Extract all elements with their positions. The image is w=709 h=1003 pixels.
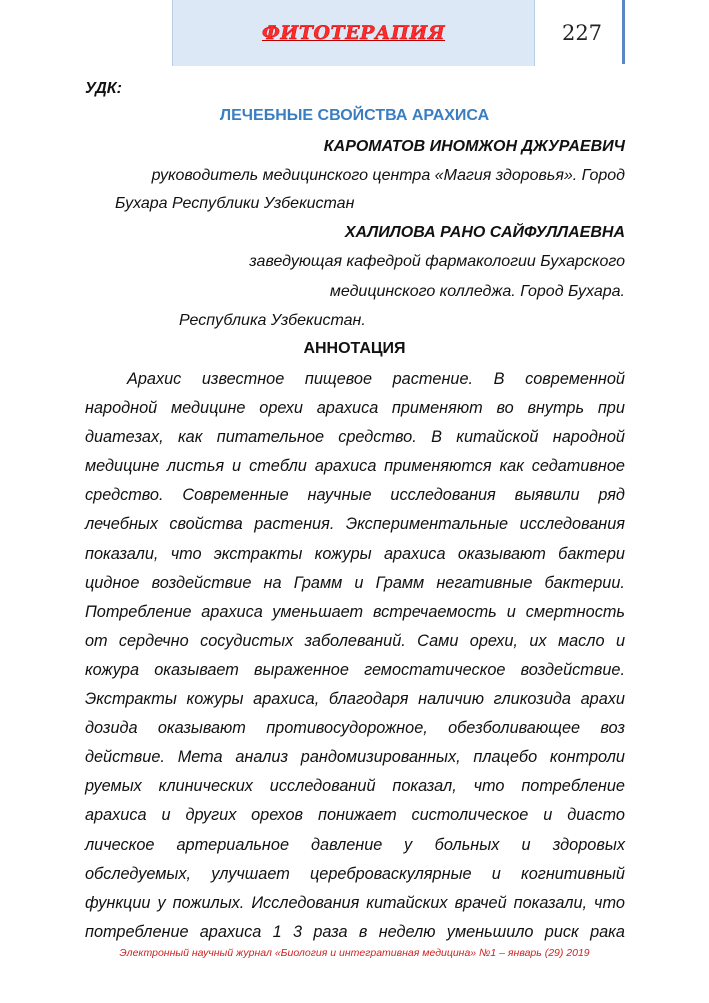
- abstract-line: потребление арахиса 1 3 раза в неделю уменьшило риск рака: [85, 922, 625, 941]
- abstract-heading: АННОТАЦИЯ: [303, 340, 406, 357]
- abstract-body: [85, 365, 625, 947]
- abstract-line: функции у пожилых. Исследования китайских врачей показали, что: [85, 893, 625, 912]
- abstract-line: цидное воздействие на Грамм и Грамм негативные бактерии.: [85, 573, 625, 592]
- abstract-line: действие. Мета анализ рандомизированных, плацебо контроли: [85, 748, 625, 767]
- abstract-line: медицине листья и стебли арахиса применяются как седативное: [85, 457, 625, 476]
- author-name-1: КАРОМАТОВ ИНОМЖОН ДЖУРАЕВИЧ: [323, 138, 625, 155]
- section-title: ФИТОТЕРАПИЯ: [261, 22, 446, 44]
- journal-footer: Электронный научный журнал «Биология и интегративная медицина» №1 – январь (29) 2019: [119, 947, 590, 959]
- journal-header-box: [172, 0, 535, 66]
- abstract-line: Экстракты кожуры арахиса, благодаря наличию гликозида арахи: [85, 690, 625, 709]
- header-divider: [622, 0, 625, 64]
- author-name-2: ХАЛИЛОВА РАНО САЙФУЛЛАЕВНА: [344, 224, 625, 241]
- abstract-line: дозида оказывают противосудорожное, обезболивающее воз: [85, 719, 625, 738]
- abstract-line: диатезах, как питательное средство. В китайской народной: [85, 428, 625, 447]
- abstract-line: руемых клинических исследований показал, что потребление: [85, 777, 625, 796]
- author-affiliation-1-line-1: руководитель медицинского центра «Магия здоровья». Город: [151, 167, 625, 184]
- abstract-line: от сердечно сосудистых заболеваний. Сами орехи, их масло и: [85, 631, 625, 650]
- author-affiliation-1-line-2: Бухара Республики Узбекистан: [115, 195, 355, 212]
- abstract-line: народной медицине орехи арахиса применяют во внутрь при: [85, 399, 625, 418]
- abstract-line: Потребление арахиса уменьшает встречаемость и смертность: [85, 602, 625, 621]
- abstract-line: арахиса и других орехов понижает систолическое и диасто: [85, 806, 625, 825]
- udk-label: УДК:: [85, 80, 122, 97]
- abstract-line: Арахис известное пищевое растение. В современной: [127, 370, 625, 388]
- abstract-line: средство. Современные научные исследования выявили ряд: [85, 486, 625, 505]
- abstract-line: лечебных свойства растения. Экспериментальные исследования: [85, 515, 625, 534]
- author-affiliation-2-line-2: медицинского колледжа. Город Бухара.: [329, 283, 625, 300]
- page-number: 227: [561, 21, 603, 45]
- author-affiliation-2-line-3: Республика Узбекистан.: [179, 312, 366, 329]
- abstract-line: показали, что экстракты кожуры арахиса оказывают бактери: [85, 544, 625, 563]
- abstract-line: лическое артериальное давление у больных и здоровых: [85, 835, 625, 854]
- abstract-line: обследуемых, улучшает цереброваскулярные и когнитивный: [85, 864, 625, 883]
- abstract-line: кожура оказывает выраженное гемостатическое воздействие.: [85, 660, 625, 679]
- author-affiliation-2-line-1: заведующая кафедрой фармакологии Бухарского: [249, 253, 625, 270]
- article-title: ЛЕЧЕБНЫЕ СВОЙСТВА АРАХИСА: [219, 107, 490, 124]
